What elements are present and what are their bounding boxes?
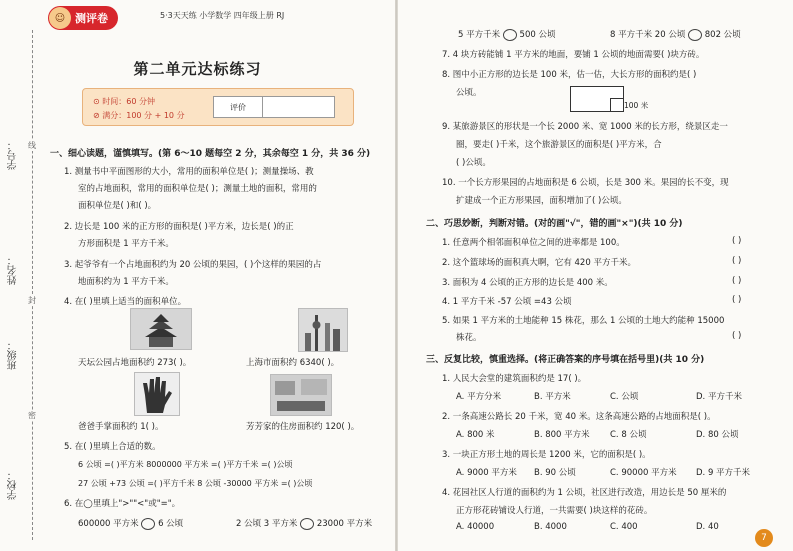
q9-line1: 9. 某旅游景区的形状是一个长 2000 米、宽 1000 米的长方形，绕景区走一 [442,122,728,132]
choice-4-c: C. 400 [610,522,638,532]
school-label: 学校： [8,470,19,500]
q1-line2: 室的占地面积，常用的面积单位是( )；测量土地的面积，常用的 [78,184,317,194]
section-3-heading: 三、反复比较，慎重选择。(将正确答案的序号填在括号里)(共 10 分) [426,355,705,365]
q8-text: 8. 图中小正方形的边长是 100 米，估一估，大长方形的面积约是( ) [442,70,697,80]
class-label: 班级： [8,340,19,370]
student-id-label: 学号： [8,140,19,170]
q6-row-4 [610,28,741,41]
name-label: 姓名： [8,255,19,285]
judge-3: 3. 面积为 4 公顷的正方形的边长是 400 米。 [442,278,613,288]
time-text: ⊙ 时间：60 分钟 [93,97,155,106]
judge-4-answer[interactable]: ( ) [732,295,742,305]
choice-2-c: C. 8 公顷 [610,430,647,440]
choice-1-b: B. 平方米 [534,392,571,402]
choice-3-b: B. 90 公顷 [534,468,576,478]
cut-line [32,30,33,540]
mascot-icon: ☺ [49,7,71,29]
choice-3: 3. 一块正方形土地的周长是 1200 米，它的面积是( )。 [442,450,651,460]
page-number: 7 [755,529,773,547]
judge-5-answer[interactable]: ( ) [732,331,742,341]
section-2-heading: 二、巧思妙断，判断对错。(对的画"√"，错的画"×")(共 10 分) [426,219,683,229]
q6-heading: 6. 在◯里填上">""<"或"="。 [64,499,181,509]
q5-heading: 5. 在( )里填上合适的数。 [64,442,161,452]
compare-oval[interactable] [141,518,155,530]
evaluation-field[interactable] [263,97,334,117]
binding-strip [0,0,40,551]
q3-line1: 3. 起爷爷有一个占地面积约为 20 公顷的果园，( )个这样的果园的占 [64,260,322,270]
q2-line2: 方形面积是 1 平方千米。 [78,239,174,249]
q6-row-3 [458,28,555,41]
shanghai-skyline-image [298,308,348,352]
r0d-text: 802 公顷 [704,30,741,40]
small-square-figure [610,98,624,112]
choice-3-d: D. 9 平方千米 [696,468,751,478]
q6-row [78,517,183,530]
q7-text: 7. 4 块方砖能铺 1 平方米的地面，要铺 1 公顷的地面需要( )块方砖。 [442,50,705,60]
compare-oval[interactable] [300,518,314,530]
judge-1: 1. 任意两个相邻面积单位之间的进率都是 100。 [442,238,625,248]
q6c-text: 2 公顷 3 平方米 [236,519,298,529]
choice-1-c: C. 公顷 [610,392,639,402]
choice-1-d: D. 平方千米 [696,392,742,402]
q4c-text: 爸爸手掌面积约 1( )。 [78,422,164,432]
evaluation-box [213,96,335,118]
q9-line2: 圈，要走( )千米，这个旅游景区的面积是( )平方米，合 [456,140,662,150]
temple-of-heaven-image [130,308,192,350]
q2-line1: 2. 边长是 100 米的正方形的面积是( )平方米，边长是( )的正 [64,222,294,232]
judge-5-line2: 株花。 [456,333,482,343]
right-page [398,0,793,551]
choice-4-line2: 正方形花砖铺设人行道，一共需要( )块这样的花砖。 [456,506,653,516]
choice-4-b: B. 4000 [534,522,567,532]
q4d-text: 芳芳家的住房面积约 120( )。 [246,422,360,432]
evaluation-label: 评价 [214,97,263,117]
choice-1-a: A. 平方分米 [456,392,502,402]
compare-oval[interactable] [688,29,702,41]
left-page [0,0,395,551]
q4a-text: 天坛公园占地面积约 273( )。 [78,358,192,368]
r0b-text: 500 公顷 [519,30,556,40]
choice-2: 2. 一条高速公路长 20 千米，宽 40 米。这条高速公路的占地面积是( )。 [442,412,716,422]
q10-line2: 扩建成一个正方形果园，面积增加了( )公顷。 [456,196,627,206]
judge-1-answer[interactable]: ( ) [732,236,742,246]
q8-measure: 100 米 [624,101,649,110]
compare-oval[interactable] [503,29,517,41]
choice-2-a: A. 800 米 [456,430,495,440]
seal-char: 封 [28,296,36,305]
q4b-text: 上海市面积约 6340( )。 [246,358,340,368]
living-room-image [270,374,332,416]
large-rectangle-figure [570,86,624,112]
r0a-text: 5 平方千米 [458,30,501,40]
q9-line3: ( )公顷。 [456,158,491,168]
q1-line3: 面积单位是( )和( )。 [78,201,157,211]
q4-heading: 4. 在( )里填上适当的面积单位。 [64,297,187,307]
info-box [82,88,354,126]
choice-1: 1. 人民大会堂的建筑面积约是 17( )。 [442,374,587,384]
q8-tail: 公顷。 [456,88,482,98]
page-title: 第二单元达标练习 [133,60,262,78]
choice-4-line1: 4. 花园社区人行道的面积约为 1 公顷，社区进行改造，用边长是 50 厘米的 [442,488,727,498]
judge-2-answer[interactable]: ( ) [732,256,742,266]
badge-text: 测评卷 [75,12,108,25]
test-badge [48,6,118,30]
r0c-text: 8 平方千米 20 公顷 [610,30,686,40]
series-info: 5·3天天练 小学数学 四年级上册 RJ [160,11,285,20]
choice-3-a: A. 9000 平方米 [456,468,517,478]
line-char: 线 [28,141,36,150]
q1-line1: 1. 测量书中平面图形的大小，常用的面积单位是( )；测量操场、教 [64,167,314,177]
q10-line1: 10. 一个长方形果园的占地面积是 6 公顷，长是 300 米。果园的长不变，现 [442,178,729,188]
judge-3-answer[interactable]: ( ) [732,276,742,286]
secret-char: 密 [28,411,36,420]
score-text: ⊘ 满分：100 分 + 10 分 [93,111,185,120]
judge-5-line1: 5. 如果 1 平方米的土地能种 15 株花，那么 1 公顷的土地大约能种 15000 [442,316,725,326]
q5-line2: 27 公顷 +73 公顷 =( )平方千米 8 公顷 -30000 平方米 =( )公顷 [78,479,313,488]
hand-image [134,372,180,416]
q3-line2: 地面积约为 1 平方千米。 [78,277,174,287]
section-1-heading: 一、细心读题，谨慎填写。(第 6～10 题每空 2 分，其余每空 1 分，共 36 分) [50,149,371,159]
choice-4-d: D. 40 [696,522,719,532]
judge-4: 4. 1 平方千米 -57 公顷 =43 公顷 [442,297,572,307]
choice-2-d: D. 80 公顷 [696,430,739,440]
q5-line1: 6 公顷 =( )平方米 8000000 平方米 =( )平方千米 =( )公顷 [78,460,293,469]
q6-row-2 [236,517,372,530]
q6a-text: 600000 平方米 [78,519,139,529]
choice-4-a: A. 40000 [456,522,495,532]
q6b-text: 6 公顷 [158,519,184,529]
q6d-text: 23000 平方米 [316,519,373,529]
choice-3-c: C. 90000 平方米 [610,468,677,478]
judge-2: 2. 这个篮球场的面积真大啊，它有 420 平方千米。 [442,258,636,268]
choice-2-b: B. 800 平方米 [534,430,590,440]
